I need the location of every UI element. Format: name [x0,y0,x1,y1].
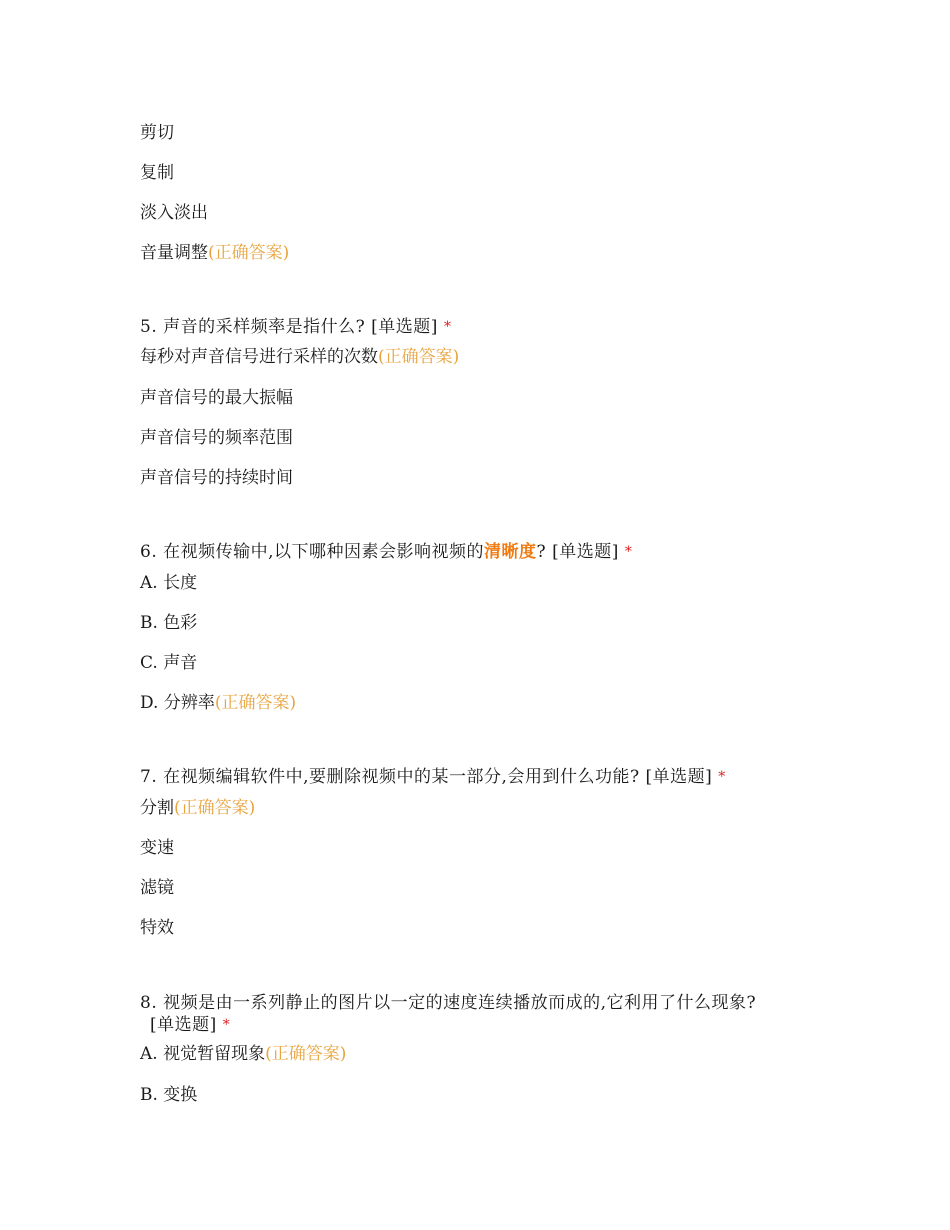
question-6: 6. 在视频传输中,以下哪种因素会影响视频的清晰度? [单选题] * [140,542,633,562]
q7-option-2: 变速 [140,838,174,858]
question-8-type-line [150,1014,230,1036]
option-volume: 音量调整(正确答案) [140,243,290,263]
q5-option-4: 声音信号的持续时间 [140,468,293,488]
correct-answer-marker: (正确答案) [208,243,290,263]
q5-option-2: 声音信号的最大振幅 [140,388,293,408]
option-copy: 复制 [140,163,174,183]
correct-answer-marker: (正确答案) [265,1044,347,1064]
question-type: [单选题] [552,542,619,562]
q5-option-1: 每秒对声音信号进行采样的次数(正确答案) [140,347,460,367]
question-text: 在视频传输中,以下哪种因素会影响视频的 [163,542,485,562]
question-text: 在视频编辑软件中,要删除视频中的某一部分,会用到什么功能? [163,767,640,787]
q7-option-4: 特效 [140,918,174,938]
question-type: [单选题] [645,767,713,787]
required-mark: * [443,319,452,335]
question-8 [140,992,756,1014]
correct-answer-marker: (正确答案) [174,798,256,818]
highlighted-keyword: 清晰度 [484,542,537,562]
q8-option-b: B. 变换 [140,1085,198,1105]
question-type: [单选题] [371,317,438,337]
question-text: 视频是由一系列静止的图片以一定的速度连续播放而成的,它利用了什么现象? [163,993,757,1013]
option-fade: 淡入淡出 [140,203,208,223]
required-mark: * [718,769,726,785]
q6-option-b: B. 色彩 [140,613,198,633]
required-mark: * [222,1017,231,1033]
q6-option-c: C. 声音 [140,653,198,673]
q8-option-a: A. 视觉暂留现象(正确答案) [140,1044,347,1064]
question-7 [140,766,726,788]
question-type: [单选题] [150,1015,217,1035]
required-mark: * [624,544,633,560]
question-5 [140,316,451,338]
correct-answer-marker: (正确答案) [378,347,460,367]
question-text: 声音的采样频率是指什么? [163,317,366,337]
q7-option-1: 分割(正确答案) [140,798,256,818]
q7-option-3: 滤镜 [140,878,174,898]
question-number: 5. [140,317,158,337]
question-number: 6. [140,542,158,562]
correct-answer-marker: (正确答案) [214,693,297,713]
q5-option-3: 声音信号的频率范围 [140,428,293,448]
question-number: 8. [140,993,158,1013]
question-number: 7. [140,767,158,787]
option-cut: 剪切 [140,123,174,143]
q6-option-a: A. 长度 [140,573,198,593]
q6-option-d: D. 分辨率(正确答案) [140,693,297,713]
